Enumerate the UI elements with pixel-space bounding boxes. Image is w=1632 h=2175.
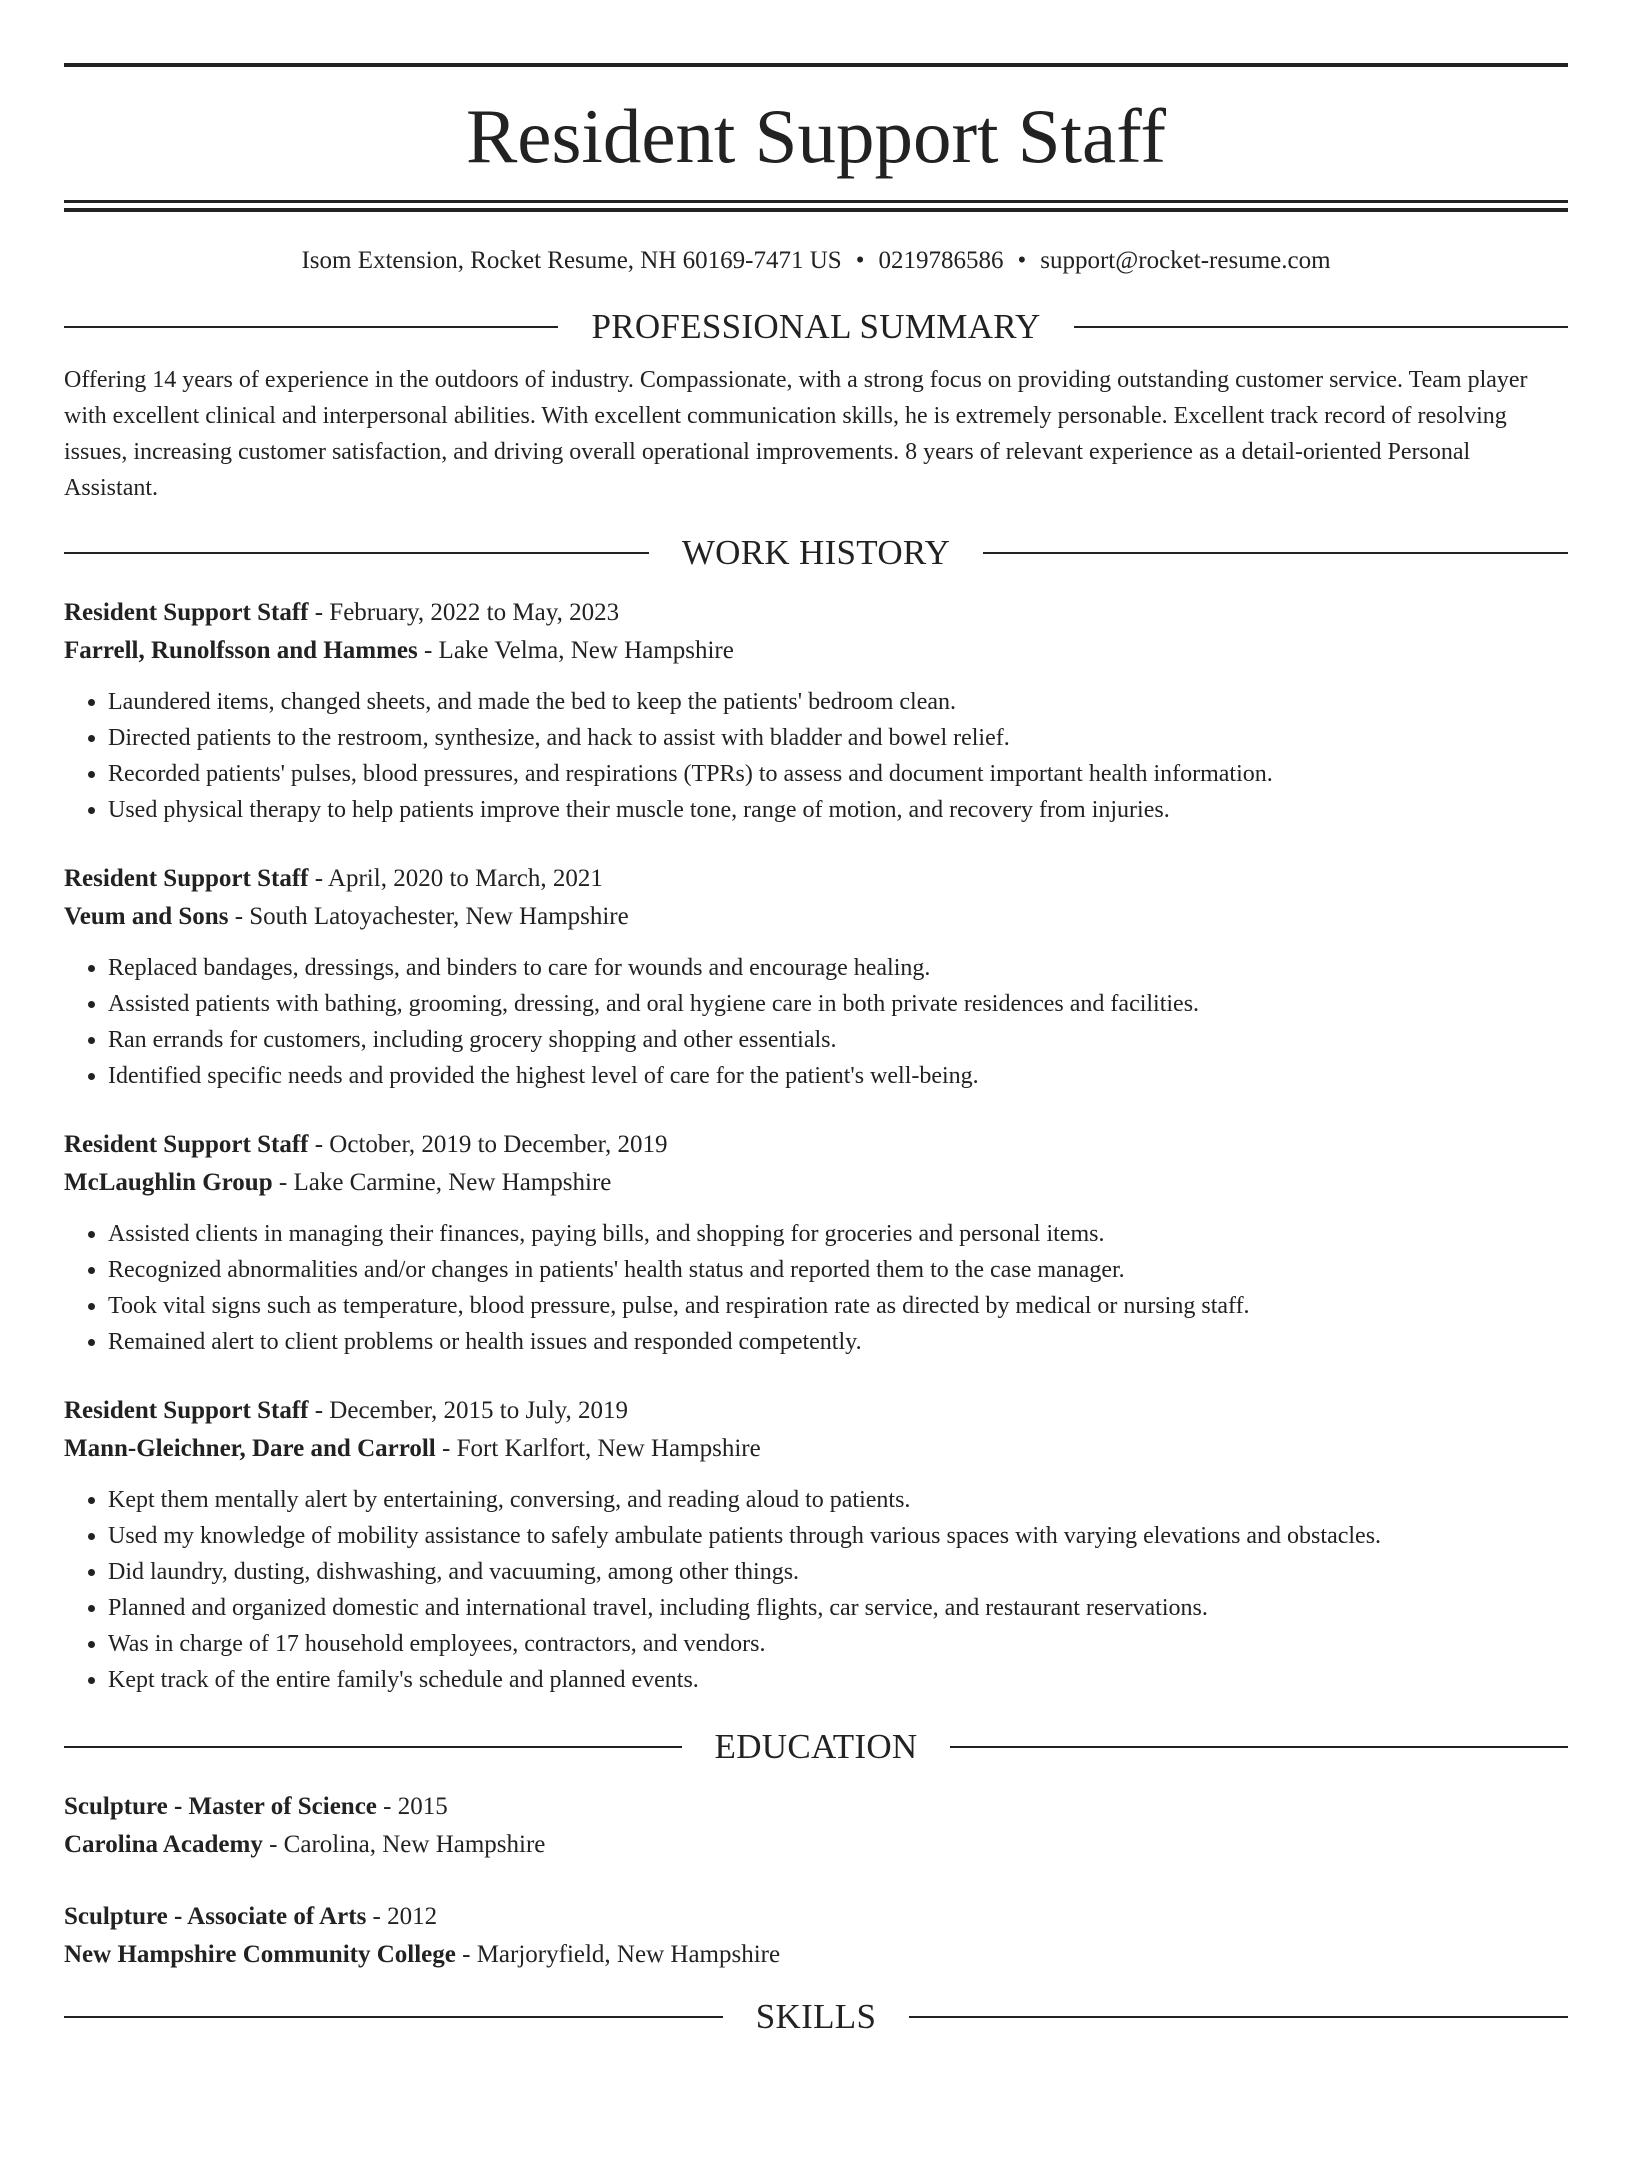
contact-email: support@rocket-resume.com bbox=[1040, 247, 1331, 274]
job-location: - Lake Velma, New Hampshire bbox=[417, 637, 734, 664]
list-item: • Was in charge of 17 household employees, contractors, and vendors. bbox=[108, 1626, 1568, 1662]
job-title: Resident Support Staff bbox=[64, 1131, 309, 1158]
education-entry bbox=[64, 1788, 1568, 1864]
candidate-name: Resident Support Staff bbox=[465, 93, 1167, 179]
degree-year: - 2015 bbox=[376, 1793, 448, 1820]
section-title: WORK HISTORY bbox=[681, 533, 951, 572]
education-entry bbox=[64, 1898, 1568, 1974]
contact-phone: 0219786586 bbox=[878, 247, 1004, 274]
contact-line bbox=[64, 246, 1568, 276]
list-item: • Ran errands for customers, including grocery shopping and other essentials. bbox=[108, 1022, 1568, 1058]
list-item: • Assisted patients with bathing, grooming, dressing, and oral hygiene care in both private residences and facilities. bbox=[108, 986, 1568, 1022]
section-heading-skills bbox=[64, 1996, 1568, 2038]
job-company-line bbox=[64, 1164, 1568, 1202]
section-title: SKILLS bbox=[755, 1997, 877, 2036]
job-bullets bbox=[64, 950, 1568, 1094]
job-dates: - April, 2020 to March, 2021 bbox=[308, 865, 603, 892]
degree: Sculpture - Master of Science bbox=[64, 1793, 377, 1820]
job-bullets bbox=[64, 684, 1568, 828]
list-item: • Replaced bandages, dressings, and binders to care for wounds and encourage healing. bbox=[108, 950, 1568, 986]
school-line bbox=[64, 1826, 1568, 1864]
list-item: • Directed patients to the restroom, synthesize, and hack to assist with bladder and bowel relief. bbox=[108, 720, 1568, 756]
section-heading-summary bbox=[64, 306, 1568, 348]
list-item: • Used physical therapy to help patients improve their muscle tone, range of motion, and recovery from injuries. bbox=[108, 792, 1568, 828]
job-title-line bbox=[64, 594, 1568, 632]
list-item: • Recorded patients' pulses, blood pressures, and respirations (TPRs) to assess and document important health information. bbox=[108, 756, 1568, 792]
job-dates: - October, 2019 to December, 2019 bbox=[308, 1131, 668, 1158]
list-item: • Did laundry, dusting, dishwashing, and vacuuming, among other things. bbox=[108, 1554, 1568, 1590]
job-dates: - December, 2015 to July, 2019 bbox=[308, 1397, 629, 1424]
heading-rule-right bbox=[909, 2016, 1568, 2018]
job-company: Farrell, Runolfsson and Hammes bbox=[64, 637, 418, 664]
section-heading-work bbox=[64, 532, 1568, 574]
school: New Hampshire Community College bbox=[64, 1941, 456, 1968]
degree: Sculpture - Associate of Arts bbox=[64, 1903, 367, 1930]
list-item: • Kept them mentally alert by entertaining, conversing, and reading aloud to patients. bbox=[108, 1482, 1568, 1518]
job-location: - Lake Carmine, New Hampshire bbox=[272, 1169, 612, 1196]
list-item: • Recognized abnormalities and/or changes in patients' health status and reported them to the case manager. bbox=[108, 1252, 1568, 1288]
degree-line bbox=[64, 1898, 1568, 1936]
school-location: - Carolina, New Hampshire bbox=[262, 1831, 546, 1858]
list-item: • Assisted clients in managing their finances, paying bills, and shopping for groceries and personal items. bbox=[108, 1216, 1568, 1252]
heading-rule-left bbox=[64, 326, 558, 328]
job-location: - South Latoyachester, New Hampshire bbox=[228, 903, 629, 930]
school: Carolina Academy bbox=[64, 1831, 263, 1858]
job-company: Veum and Sons bbox=[64, 903, 229, 930]
list-item: • Laundered items, changed sheets, and made the bed to keep the patients' bedroom clean. bbox=[108, 684, 1568, 720]
heading-rule-left bbox=[64, 552, 649, 554]
job-bullets bbox=[64, 1216, 1568, 1360]
job-company-line bbox=[64, 898, 1568, 936]
job-bullets bbox=[64, 1482, 1568, 1698]
school-line bbox=[64, 1936, 1568, 1974]
list-item: • Identified specific needs and provided the highest level of care for the patient's well-being. bbox=[108, 1058, 1568, 1094]
heading-rule-right bbox=[983, 552, 1568, 554]
job-location: - Fort Karlfort, New Hampshire bbox=[435, 1435, 761, 1462]
degree-year: - 2012 bbox=[366, 1903, 438, 1930]
list-item: • Used my knowledge of mobility assistance to safely ambulate patients through various spaces with varying elevations and obstacles. bbox=[108, 1518, 1568, 1554]
job-dates: - February, 2022 to May, 2023 bbox=[308, 599, 620, 626]
degree-line bbox=[64, 1788, 1568, 1826]
section-title: PROFESSIONAL SUMMARY bbox=[591, 307, 1041, 346]
job-title-line bbox=[64, 860, 1568, 898]
job-title-line bbox=[64, 1126, 1568, 1164]
summary-text: Offering 14 years of experience in the outdoors of industry. Compassionate, with a strong focus on providing outstanding customer service. Team player with excellent clinical and interpersonal abilities. With excellent communication skills, he is extremely personable. Excellent track record of resolving issues, increasing customer satisfaction, and driving overall operational improvements. 8 years of relevant experience as a detail-oriented Personal Assistant. bbox=[64, 367, 1528, 501]
job-entry bbox=[64, 860, 1568, 1094]
job-title: Resident Support Staff bbox=[64, 599, 309, 626]
job-title: Resident Support Staff bbox=[64, 1397, 309, 1424]
section-heading-education bbox=[64, 1726, 1568, 1768]
job-company-line bbox=[64, 1430, 1568, 1468]
contact-separator: • bbox=[855, 247, 865, 274]
list-item: • Planned and organized domestic and international travel, including flights, car service, and restaurant reservations. bbox=[108, 1590, 1568, 1626]
resume-page bbox=[0, 63, 1632, 2175]
school-location: - Marjoryfield, New Hampshire bbox=[455, 1941, 781, 1968]
contact-separator: • bbox=[1017, 247, 1027, 274]
heading-rule-right bbox=[950, 1746, 1568, 1748]
heading-rule-left bbox=[64, 1746, 682, 1748]
job-company-line bbox=[64, 632, 1568, 670]
heading-rule-right bbox=[1074, 326, 1568, 328]
contact-address: Isom Extension, Rocket Resume, NH 60169-7471 US bbox=[301, 247, 842, 274]
job-company: McLaughlin Group bbox=[64, 1169, 273, 1196]
job-company: Mann-Gleichner, Dare and Carroll bbox=[64, 1435, 436, 1462]
job-entry bbox=[64, 1126, 1568, 1360]
list-item: • Took vital signs such as temperature, blood pressure, pulse, and respiration rate as directed by medical or nursing staff. bbox=[108, 1288, 1568, 1324]
job-title-line bbox=[64, 1392, 1568, 1430]
job-title: Resident Support Staff bbox=[64, 865, 309, 892]
section-title: EDUCATION bbox=[714, 1727, 918, 1766]
job-entry bbox=[64, 594, 1568, 828]
job-entry bbox=[64, 1392, 1568, 1698]
heading-rule-left bbox=[64, 2016, 723, 2018]
list-item: • Kept track of the entire family's schedule and planned events. bbox=[108, 1662, 1568, 1698]
list-item: • Remained alert to client problems or health issues and responded competently. bbox=[108, 1324, 1568, 1360]
double-rule bbox=[64, 200, 1568, 212]
